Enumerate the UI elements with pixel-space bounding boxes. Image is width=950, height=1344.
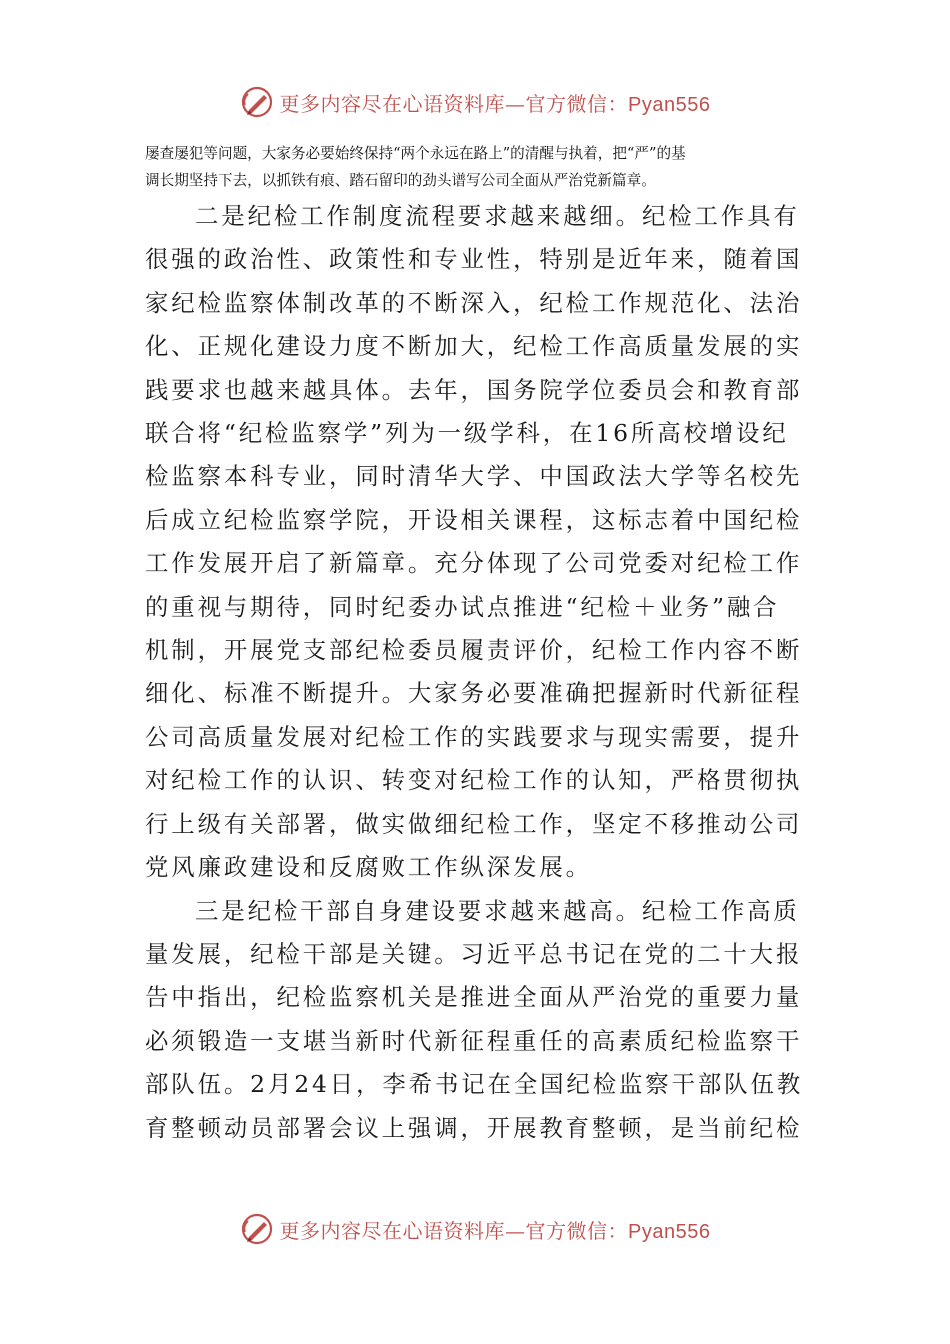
paragraph-2	[145, 195, 810, 890]
pen-logo-icon	[240, 85, 274, 119]
watermark-text	[280, 88, 711, 117]
footer-watermark	[0, 1211, 950, 1247]
text-line: 联合将“纪检监察学”列为一级学科，在16所高校增设纪	[145, 419, 789, 448]
continuation-line-1: 屡查屡犯等问题，大家务必要始终保持“两个永远在路上”的清醒与执着，把“严”的基	[145, 145, 686, 162]
text-line: 公司高质量发展对纪检工作的实践要求与现实需要，提升	[145, 722, 803, 751]
watermark-label: 更多内容尽在心语资料库—官方微信：	[279, 1218, 629, 1243]
text-line: 部队伍。2月24日，李希书记在全国纪检监察干部队伍教	[145, 1070, 804, 1099]
text-line: 对纪检工作的认识、转变对纪检工作的认知，严格贯彻执	[145, 766, 803, 795]
text-line: 后成立纪检监察学院，开设相关课程，这标志着中国纪检	[145, 505, 803, 534]
paragraph-3	[145, 890, 810, 1150]
watermark-label: 更多内容尽在心语资料库—官方微信：	[279, 91, 629, 116]
text-line: 党风廉政建设和反腐败工作纵深发展。	[145, 853, 592, 882]
text-line: 践要求也越来越具体。去年，国务院学位委员会和教育部	[145, 375, 803, 404]
text-line: 家纪检监察体制改革的不断深入，纪检工作规范化、法治	[145, 288, 803, 317]
text-line: 细化、标准不断提升。大家务必要准确把握新时代新征程	[145, 679, 803, 708]
text-line: 行上级有关部署，做实做细纪检工作，坚定不移推动公司	[145, 809, 803, 838]
watermark-handle: Pyan556	[628, 93, 711, 116]
continuation-text	[145, 140, 810, 194]
text-line: 很强的政治性、政策性和专业性，特别是近年来，随着国	[145, 245, 803, 274]
text-line: 育整顿动员部署会议上强调，开展教育整顿，是当前纪检	[145, 1113, 803, 1142]
text-line: 必须锻造一支堪当新时代新征程重任的高素质纪检监察干	[145, 1026, 803, 1055]
text-line: 三是纪检干部自身建设要求越来越高。纪检工作高质	[195, 896, 800, 925]
document-body	[145, 195, 810, 1150]
pen-logo-icon	[240, 1212, 274, 1246]
text-line: 检监察本科专业，同时清华大学、中国政法大学等名校先	[145, 462, 803, 491]
text-line: 机制，开展党支部纪检委员履责评价，纪检工作内容不断	[145, 636, 803, 665]
header-watermark	[0, 84, 950, 120]
text-line: 二是纪检工作制度流程要求越来越细。纪检工作具有	[195, 202, 800, 230]
watermark-text	[280, 1215, 711, 1244]
watermark-handle: Pyan556	[628, 1220, 711, 1243]
text-line: 告中指出，纪检监察机关是推进全面从严治党的重要力量	[145, 983, 803, 1012]
text-line: 工作发展开启了新篇章。充分体现了公司党委对纪检工作	[145, 549, 803, 578]
text-line: 量发展，纪检干部是关键。习近平总书记在党的二十大报	[145, 939, 803, 968]
text-line: 的重视与期待，同时纪委办试点推进“纪检＋业务”融合	[145, 592, 780, 621]
text-line: 化、正规化建设力度不断加大，纪检工作高质量发展的实	[145, 332, 803, 361]
continuation-line-2: 调长期坚持下去，以抓铁有痕、踏石留印的劲头谱写公司全面从严治党新篇章。	[145, 172, 656, 189]
